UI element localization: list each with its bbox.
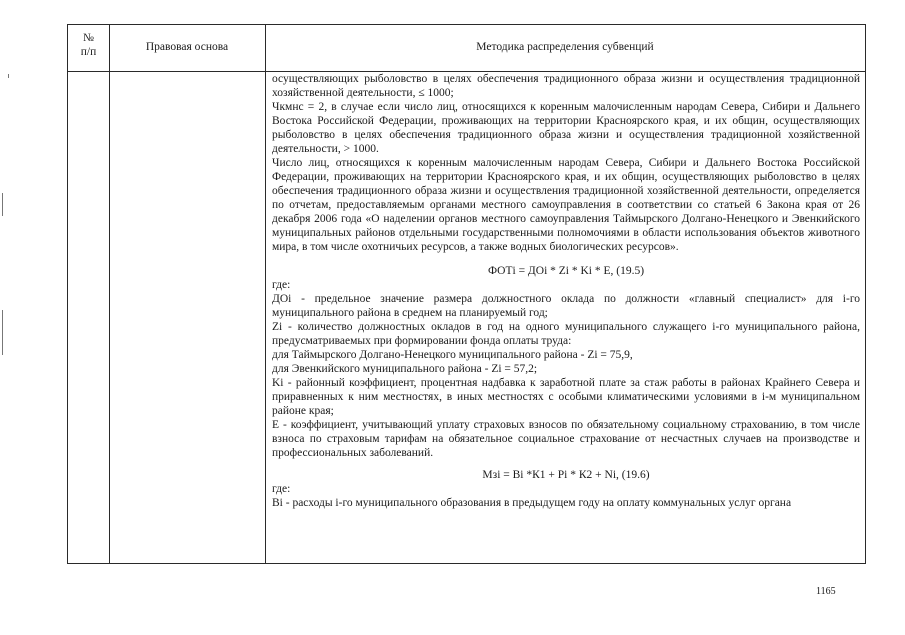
column-divider-1 (109, 25, 110, 563)
header-methodology: Методика распределения субвенций (476, 41, 654, 53)
paragraph: ДОi - предельное значение размера должностного оклада по должности «главный специалист» для i-го муниципального района в среднем на планируемый год; (272, 293, 860, 319)
formula-19-5: ФОТi = ДОi * Zi * Ki * E, (19.5) (487, 265, 645, 277)
header-number (68, 31, 109, 59)
column-divider-2 (265, 25, 266, 563)
paragraph: где: (272, 279, 291, 291)
paragraph: для Таймырского Долгано-Ненецкого муниципального района - Zi = 75,9, (272, 349, 633, 361)
paragraph: Ki - районный коэффициент, процентная надбавка к заработной плате за стаж работы в районах Крайнего Севера и приравненных к ним местностях, в иных местностях с особыми климатическими условиями в i-м муниципальном районе края; (272, 377, 860, 417)
scan-artifact (2, 193, 3, 216)
paragraph: Чкмнс = 2, в случае если число лиц, относящихся к коренным малочисленным народам Севера, Сибири и Дальнего Востока Российской Федерации, проживающих на территории Красноярского края, и их общин, осуществляющих рыболовство в целях обеспечения традиционного образа жизни и осуществления традиционной хозяйственной деятельности, > 1000. (272, 101, 860, 155)
paragraph: Zi - количество должностных окладов в год на одного муниципального служащего i-го муниципального района, предусматриваемых при формировании фонда оплаты труда: (272, 321, 860, 347)
scan-artifact (8, 74, 9, 78)
formula-19-6: Мзi = Вi *К1 + Рi * К2 + Ni, (19.6) (482, 469, 650, 481)
paragraph: Число лиц, относящихся к коренным малочисленным народам Севера, Сибири и Дальнего Востока Российской Федерации, проживающих на территории Красноярского края, и их общин, осуществляющих рыболовство в целях обеспечения традиционного образа жизни и осуществления традиционной хозяйственной деятельности, определяется по отчетам, предоставляемым органами местного самоуправления в соответствии со статьей 6 Закона края от 26 декабря 2006 года «О наделении органов местного самоуправления Таймырского Долгано-Ненецкого и Эвенкийского муниципальных районов отдельными государственными полномочиями в области использования объектов животного мира, в том числе охотничьих ресурсов, а также водных биологических ресурсов». (272, 157, 860, 253)
methodology-cell (272, 72, 860, 510)
paragraph: Вi - расходы i-го муниципального образования в предыдущем году на оплату коммунальных услуг органа (272, 497, 792, 509)
page-number: 1165 (816, 586, 836, 597)
header-legal-basis: Правовая основа (145, 41, 229, 53)
paragraph: E - коэффициент, учитывающий уплату страховых взносов по обязательному социальному страхованию, в том числе взноса по страховым тарифам на обязательное социальное страхование от несчастных случаев на производстве и профессиональных заболеваний. (272, 419, 860, 459)
scan-artifact (2, 310, 3, 355)
header-number-abbr: п/п (80, 46, 97, 58)
header-number-symbol: № (83, 32, 94, 44)
paragraph: где: (272, 483, 291, 495)
distribution-table (67, 24, 866, 564)
paragraph: осуществляющих рыболовство в целях обеспечения традиционного образа жизни и осуществления традиционной хозяйственной деятельности, ≤ 1000; (272, 73, 860, 99)
paragraph: для Эвенкийского муниципального района - Zi = 57,2; (272, 363, 538, 375)
